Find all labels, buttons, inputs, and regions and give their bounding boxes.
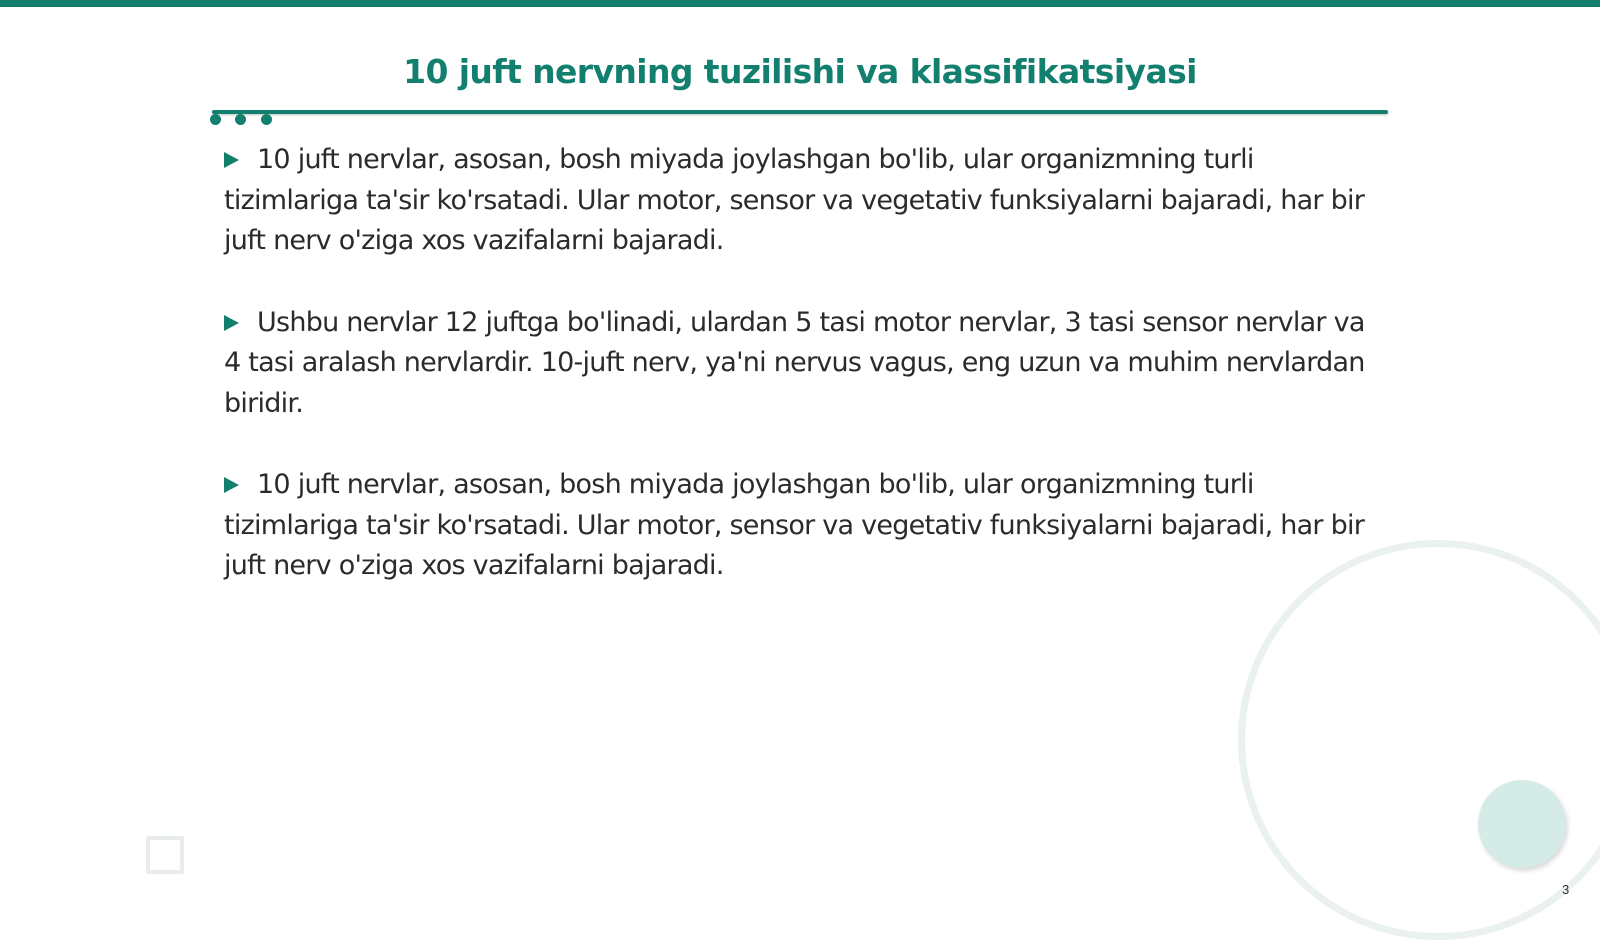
bullet-item (224, 303, 1384, 425)
slide-title: 10 juft nervning tuzilishi va klassifikatsiyasi (403, 52, 1197, 91)
triangle-right-icon (224, 315, 239, 331)
decorative-square (146, 836, 184, 874)
bullet-text: 10 juft nervlar, asosan, bosh miyada joylashgan bo'lib, ular organizmning turli tizimlariga ta'sir ko'rsatadi. Ular motor, sensor va vegetativ funksiyalarni bajaradi, har bir juft nerv o'ziga xos vazifalarni bajaradi. (224, 469, 1365, 581)
bullet-item (224, 465, 1384, 587)
bullet-text: 10 juft nervlar, asosan, bosh miyada joylashgan bo'lib, ular organizmning turli tizimlariga ta'sir ko'rsatadi. Ular motor, sensor va vegetativ funksiyalarni bajaradi, har bir juft nerv o'ziga xos vazifalarni bajaradi. (224, 144, 1365, 256)
triangle-right-icon (224, 477, 239, 493)
title-underline (212, 110, 1388, 114)
decorative-dot (261, 114, 272, 125)
decorative-dot (235, 114, 246, 125)
page-number: 3 (1562, 882, 1570, 897)
bullet-item (224, 140, 1384, 262)
slide-content (224, 140, 1384, 628)
bullet-text: Ushbu nervlar 12 juftga bo'linadi, ulardan 5 tasi motor nervlar, 3 tasi sensor nervlar va 4 tasi aralash nervlardir. 10-juft nerv, ya'ni nervus vagus, eng uzun va muhim nervlardan biridir. (224, 306, 1365, 419)
top-accent-bar (0, 0, 1600, 7)
triangle-right-icon (224, 152, 239, 168)
decorative-dot (210, 114, 221, 125)
decorative-circle (1478, 780, 1566, 868)
